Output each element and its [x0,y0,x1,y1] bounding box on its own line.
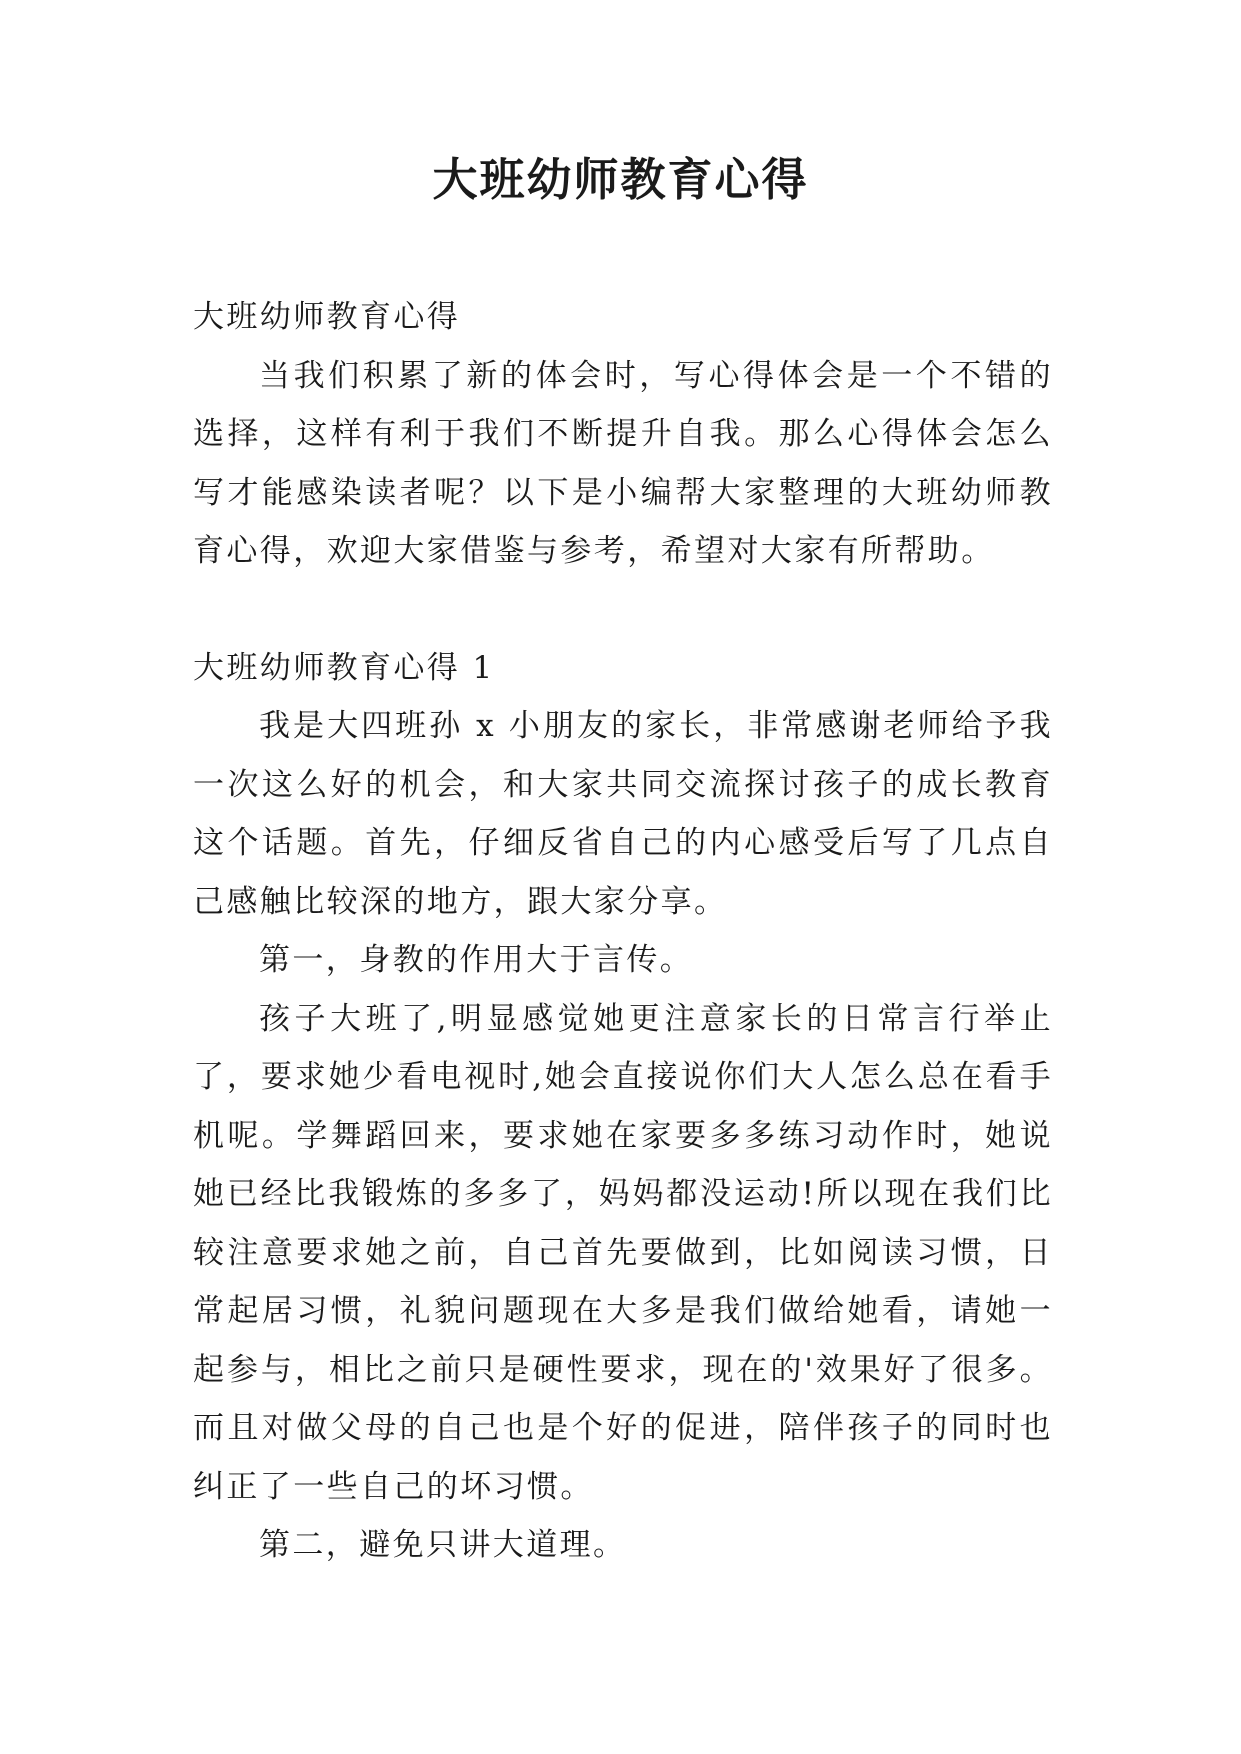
document-title: 大班幼师教育心得 [432,153,809,206]
document-body [193,288,1053,1575]
section-heading: 大班幼师教育心得 1 [193,649,495,686]
point-heading: 第二，避免只讲大道理。 [259,1527,627,1563]
intro-paragraph: 当我们积累了新的体会时，写心得体会是一个不错的选择，这样有利于我们不断提升自我。那么心得体会怎么写才能感染读者呢？以下是小编帮大家整理的大班幼师教育心得，欢迎大家借鉴与参考，希望对大家有所帮助。 [193,357,1053,569]
section-paragraph: 孩子大班了,明显感觉她更注意家长的日常言行举止了，要求她少看电视时,她会直接说你们大人怎么总在看手机呢。学舞蹈回来，要求她在家要多多练习动作时，她说她已经比我锻炼的多多了，妈妈都没运动!所以现在我们比较注意要求她之前，自己首先要做到，比如阅读习惯，日常起居习惯，礼貌问题现在大多是我们做给她看，请她一起参与，相比之前只是硬性要求，现在的'效果好了很多。而且对做父母的自己也是个好的促进，陪伴孩子的同时也纠正了一些自己的坏习惯。 [193,1000,1053,1505]
paragraph-gap [193,581,1053,639]
intro-heading: 大班幼师教育心得 [193,299,461,335]
section-paragraph: 我是大四班孙 x 小朋友的家长，非常感谢老师给予我一次这么好的机会，和大家共同交流探讨孩子的成长教育这个话题。首先，仔细反省自己的内心感受后写了几点自己感触比较深的地方，跟大家分享。 [193,708,1053,920]
point-heading: 第一，身教的作用大于言传。 [259,942,694,978]
